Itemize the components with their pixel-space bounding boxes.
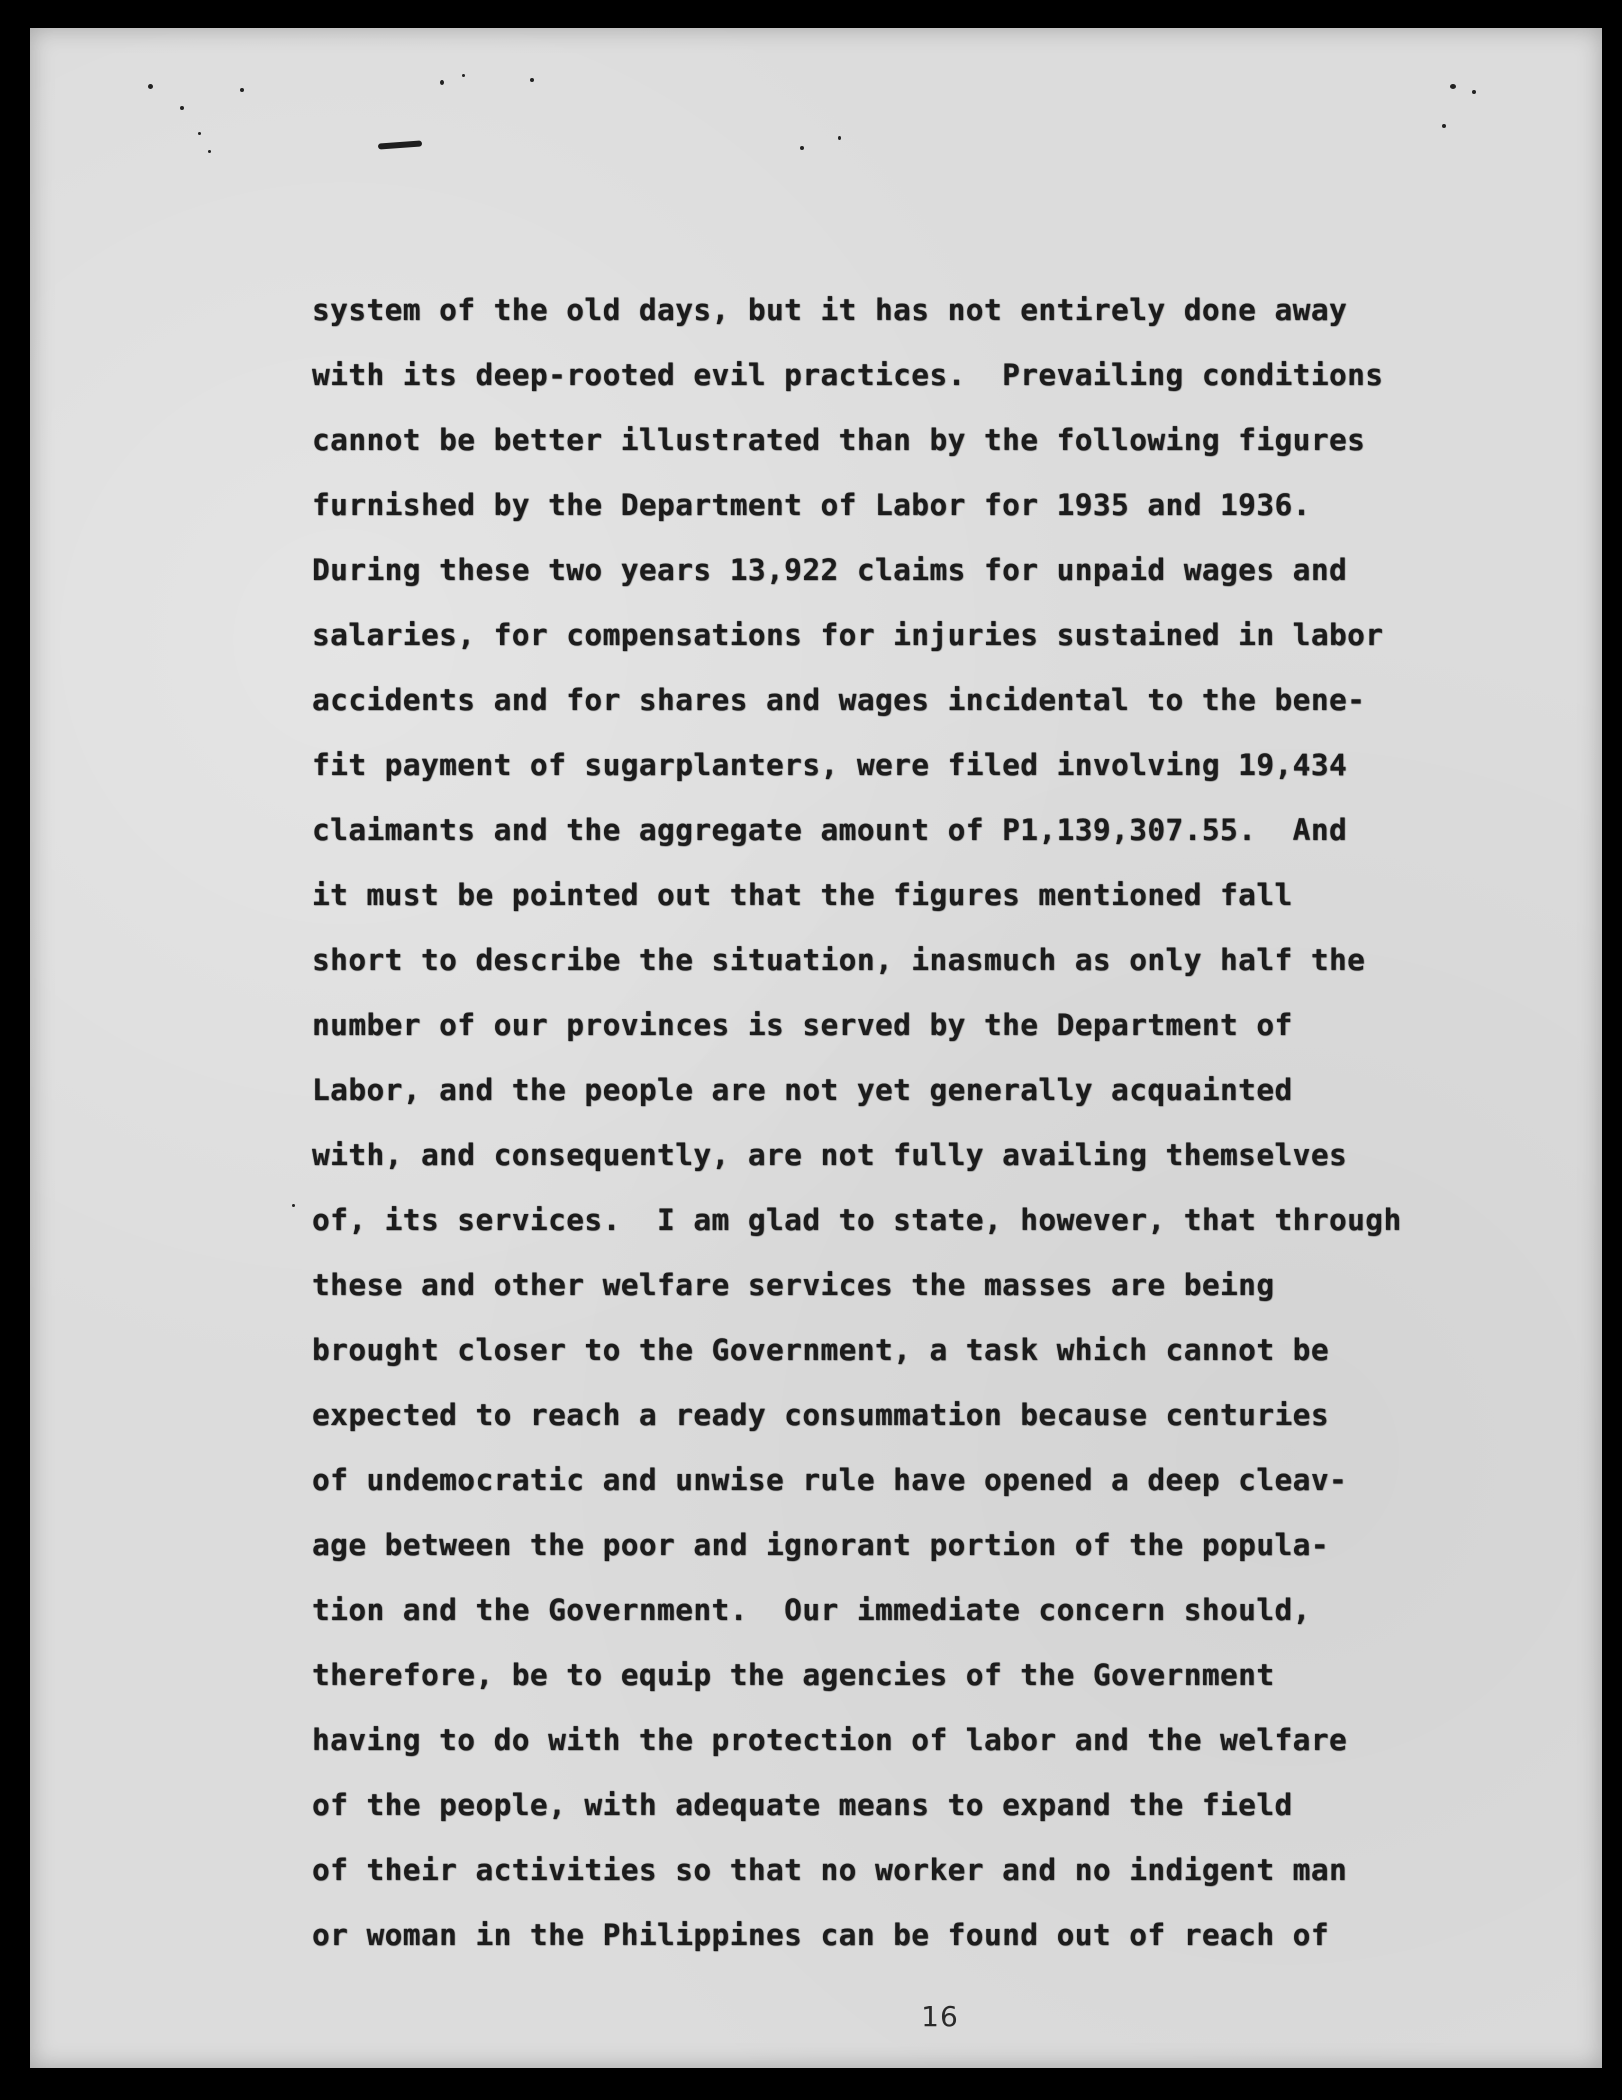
text-line: or woman in the Philippines can be found out of reach of (312, 1918, 1329, 1952)
ink-dash-mark (378, 140, 422, 149)
text-line: of undemocratic and unwise rule have opened a deep cleav- (312, 1463, 1348, 1497)
text-line: claimants and the aggregate amount of P1,139,307.55. And (312, 813, 1348, 847)
text-line: furnished by the Department of Labor for 1935 and 1936. (312, 488, 1311, 522)
text-line: accidents and for shares and wages incidental to the bene- (312, 683, 1366, 717)
text-line: it must be pointed out that the figures mentioned fall (312, 878, 1293, 912)
page-number: 16 (921, 2000, 959, 2033)
text-line: of, its services. I am glad to state, however, that through (312, 1203, 1402, 1237)
text-line: fit payment of sugarplanters, were filed involving 19,434 (312, 748, 1348, 782)
text-line: salaries, for compensations for injuries sustained in labor (312, 618, 1384, 652)
text-line: number of our provinces is served by the Department of (312, 1008, 1293, 1042)
text-line: therefore, be to equip the agencies of the Government (312, 1658, 1275, 1692)
text-line: cannot be better illustrated than by the following figures (312, 423, 1366, 457)
text-line: of their activities so that no worker and no indigent man (312, 1853, 1348, 1887)
text-line: short to describe the situation, inasmuch as only half the (312, 943, 1366, 977)
text-line: with its deep-rooted evil practices. Prevailing conditions (312, 358, 1384, 392)
body-text (312, 278, 1512, 1968)
text-line: system of the old days, but it has not entirely done away (312, 293, 1348, 327)
text-line: these and other welfare services the masses are being (312, 1268, 1275, 1302)
text-line: with, and consequently, are not fully availing themselves (312, 1138, 1348, 1172)
text-line: During these two years 13,922 claims for unpaid wages and (312, 553, 1348, 587)
text-line: expected to reach a ready consummation because centuries (312, 1398, 1329, 1432)
text-line: having to do with the protection of labor and the welfare (312, 1723, 1348, 1757)
text-line: of the people, with adequate means to expand the field (312, 1788, 1293, 1822)
text-line: brought closer to the Government, a task which cannot be (312, 1333, 1329, 1367)
text-line: tion and the Government. Our immediate concern should, (312, 1593, 1311, 1627)
text-line: Labor, and the people are not yet generally acquainted (312, 1073, 1293, 1107)
text-line: age between the poor and ignorant portion of the popula- (312, 1528, 1329, 1562)
